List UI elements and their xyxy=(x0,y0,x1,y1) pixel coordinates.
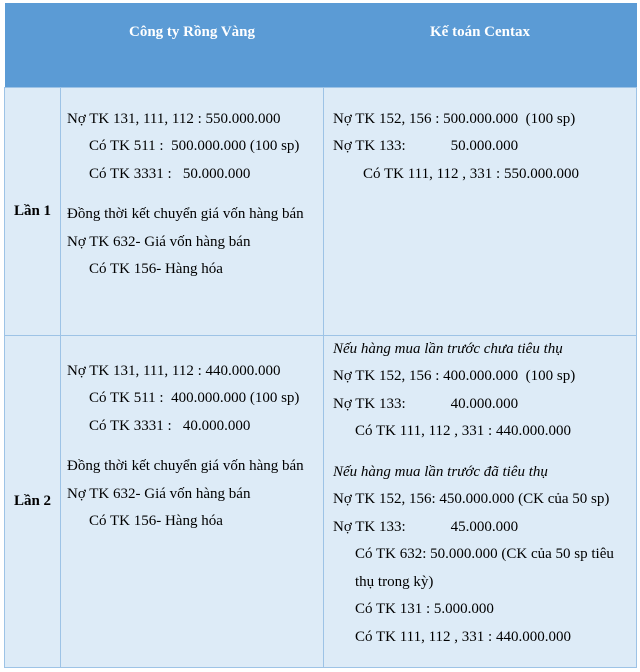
journal-line: Nợ TK 131, 111, 112 : 440.000.000 xyxy=(67,362,281,379)
journal-line: Có TK 111, 112 , 331 : 550.000.000 xyxy=(363,165,579,182)
cogs-title: Đồng thời kết chuyển giá vốn hàng bán xyxy=(67,458,304,474)
journal-line: Nợ TK 632- Giá vốn hàng bán xyxy=(67,233,251,250)
journal-line: Nợ TK 133: 40.000.000 xyxy=(333,395,519,412)
accounting-comparison-table xyxy=(4,3,637,668)
header-rong-vang: Công ty Rồng Vàng xyxy=(129,24,255,40)
journal-line: Nợ TK 632- Giá vốn hàng bán xyxy=(67,485,251,502)
journal-line: Nợ TK 131, 111, 112 : 550.000.000 xyxy=(67,110,281,127)
case-b-title: Nếu hàng mua lần trước đã tiêu thụ xyxy=(333,463,548,480)
journal-line: Có TK 632: 50.000.000 (CK của 50 sp tiêu thụ trong kỳ) xyxy=(355,546,614,590)
centax-entries xyxy=(324,335,637,667)
case-a-title: Nếu hàng mua lần trước chưa tiêu thụ xyxy=(333,340,563,357)
header-centax: Kế toán Centax xyxy=(430,24,530,40)
rong-vang-entries xyxy=(61,335,324,667)
journal-line: Nợ TK 152, 156: 450.000.000 (CK của 50 sp) xyxy=(333,491,610,507)
journal-line: Có TK 156- Hàng hóa xyxy=(89,261,223,277)
journal-line: Nợ TK 152, 156 : 400.000.000 (100 sp) xyxy=(333,368,576,384)
table-row-lan-1 xyxy=(5,87,637,335)
header-empty-cell xyxy=(5,3,61,87)
header-row xyxy=(5,3,637,87)
journal-line: Có TK 156- Hàng hóa xyxy=(89,513,223,529)
journal-line: Có TK 3331 : 40.000.000 xyxy=(89,417,251,434)
row-label: Lần 1 xyxy=(5,87,61,335)
cogs-title: Đồng thời kết chuyển giá vốn hàng bán xyxy=(67,206,304,222)
journal-line: Nợ TK 133: 45.000.000 xyxy=(333,518,519,535)
rong-vang-entries xyxy=(61,87,324,335)
journal-line: Nợ TK 152, 156 : 500.000.000 (100 sp) xyxy=(333,110,576,127)
row-label: Lần 2 xyxy=(5,335,61,667)
journal-line: Có TK 111, 112 , 331 : 440.000.000 xyxy=(355,628,571,645)
journal-line: Nợ TK 133: 50.000.000 xyxy=(333,138,519,154)
table-row-lan-2 xyxy=(5,335,637,667)
journal-line: Có TK 131 : 5.000.000 xyxy=(355,601,494,617)
journal-line: Có TK 3331 : 50.000.000 xyxy=(89,165,251,182)
journal-line: Có TK 511 : 400.000.000 (100 sp) xyxy=(89,390,300,406)
journal-line: Có TK 111, 112 , 331 : 440.000.000 xyxy=(355,423,571,439)
centax-entries xyxy=(324,87,637,335)
journal-line: Có TK 511 : 500.000.000 (100 sp) xyxy=(89,138,300,154)
